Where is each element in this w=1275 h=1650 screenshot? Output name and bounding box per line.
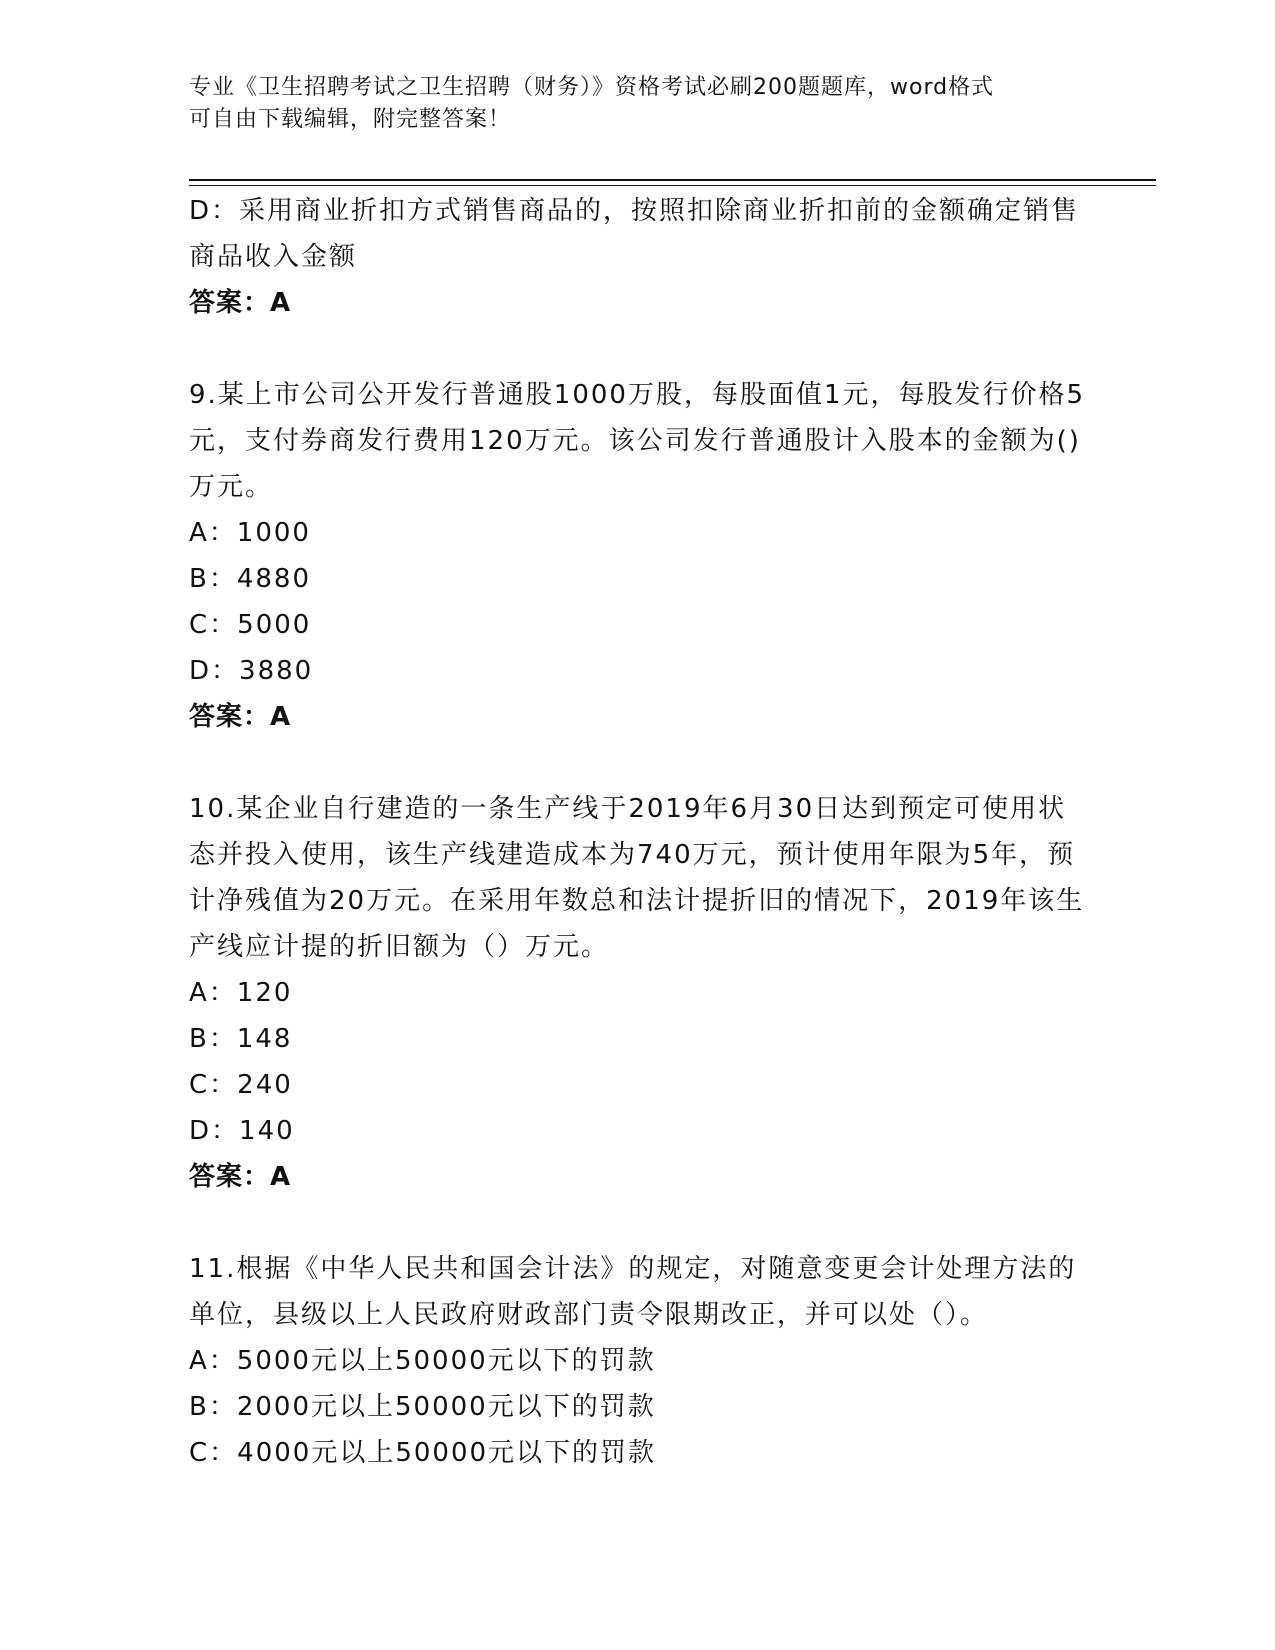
question-text: 11.根据《中华人民共和国会计法》的规定，对随意变更会计处理方法的单位，县级以上人民政府财政部门责令限期改正，并可以处（）。 — [189, 1254, 1077, 1330]
option-c: C：4000元以上50000元以下的罚款 — [189, 1438, 657, 1468]
answer: 答案：A — [189, 1162, 292, 1192]
question-9 — [189, 372, 1089, 740]
question-10 — [189, 786, 1089, 1200]
option-c: C：240 — [189, 1070, 293, 1100]
header-line-1: 专业《卫生招聘考试之卫生招聘（财务）》资格考试必刷200题题库，word格式 — [189, 75, 995, 100]
header-line-2: 可自由下载编辑，附完整答案！ — [189, 107, 512, 132]
prev-option-d: D：采用商业折扣方式销售商品的，按照扣除商业折扣前的金额确定销售商品收入金额 — [189, 196, 1080, 272]
option-c: C：5000 — [189, 610, 312, 640]
option-a: A：1000 — [189, 518, 311, 548]
option-a: A：5000元以上50000元以下的罚款 — [189, 1346, 656, 1376]
option-d: D：3880 — [189, 656, 314, 686]
option-b: B：148 — [189, 1024, 293, 1054]
option-d: D：140 — [189, 1116, 295, 1146]
option-b: B：4880 — [189, 564, 312, 594]
document-body — [189, 188, 1089, 1476]
answer: 答案：A — [189, 702, 292, 732]
option-b: B：2000元以上50000元以下的罚款 — [189, 1392, 656, 1422]
header-rule-thick — [189, 179, 1156, 181]
option-a: A：120 — [189, 978, 293, 1008]
question-text: 10.某企业自行建造的一条生产线于2019年6月30日达到预定可使用状态并投入使用，该生产线建造成本为740万元，预计使用年限为5年，预计净残值为20万元。在采用年数总和法计提折旧的情况下，2019年该生产线应计提的折旧额为（）万元。 — [189, 794, 1085, 962]
question-text: 9.某上市公司公开发行普通股1000万股，每股面值1元，每股发行价格5元，支付券商发行费用120万元。该公司发行普通股计入股本的金额为()万元。 — [189, 380, 1086, 502]
document-header — [189, 72, 1069, 136]
header-rule-thin — [189, 185, 1156, 186]
prev-answer: 答案：A — [189, 288, 292, 318]
question-11 — [189, 1246, 1089, 1476]
